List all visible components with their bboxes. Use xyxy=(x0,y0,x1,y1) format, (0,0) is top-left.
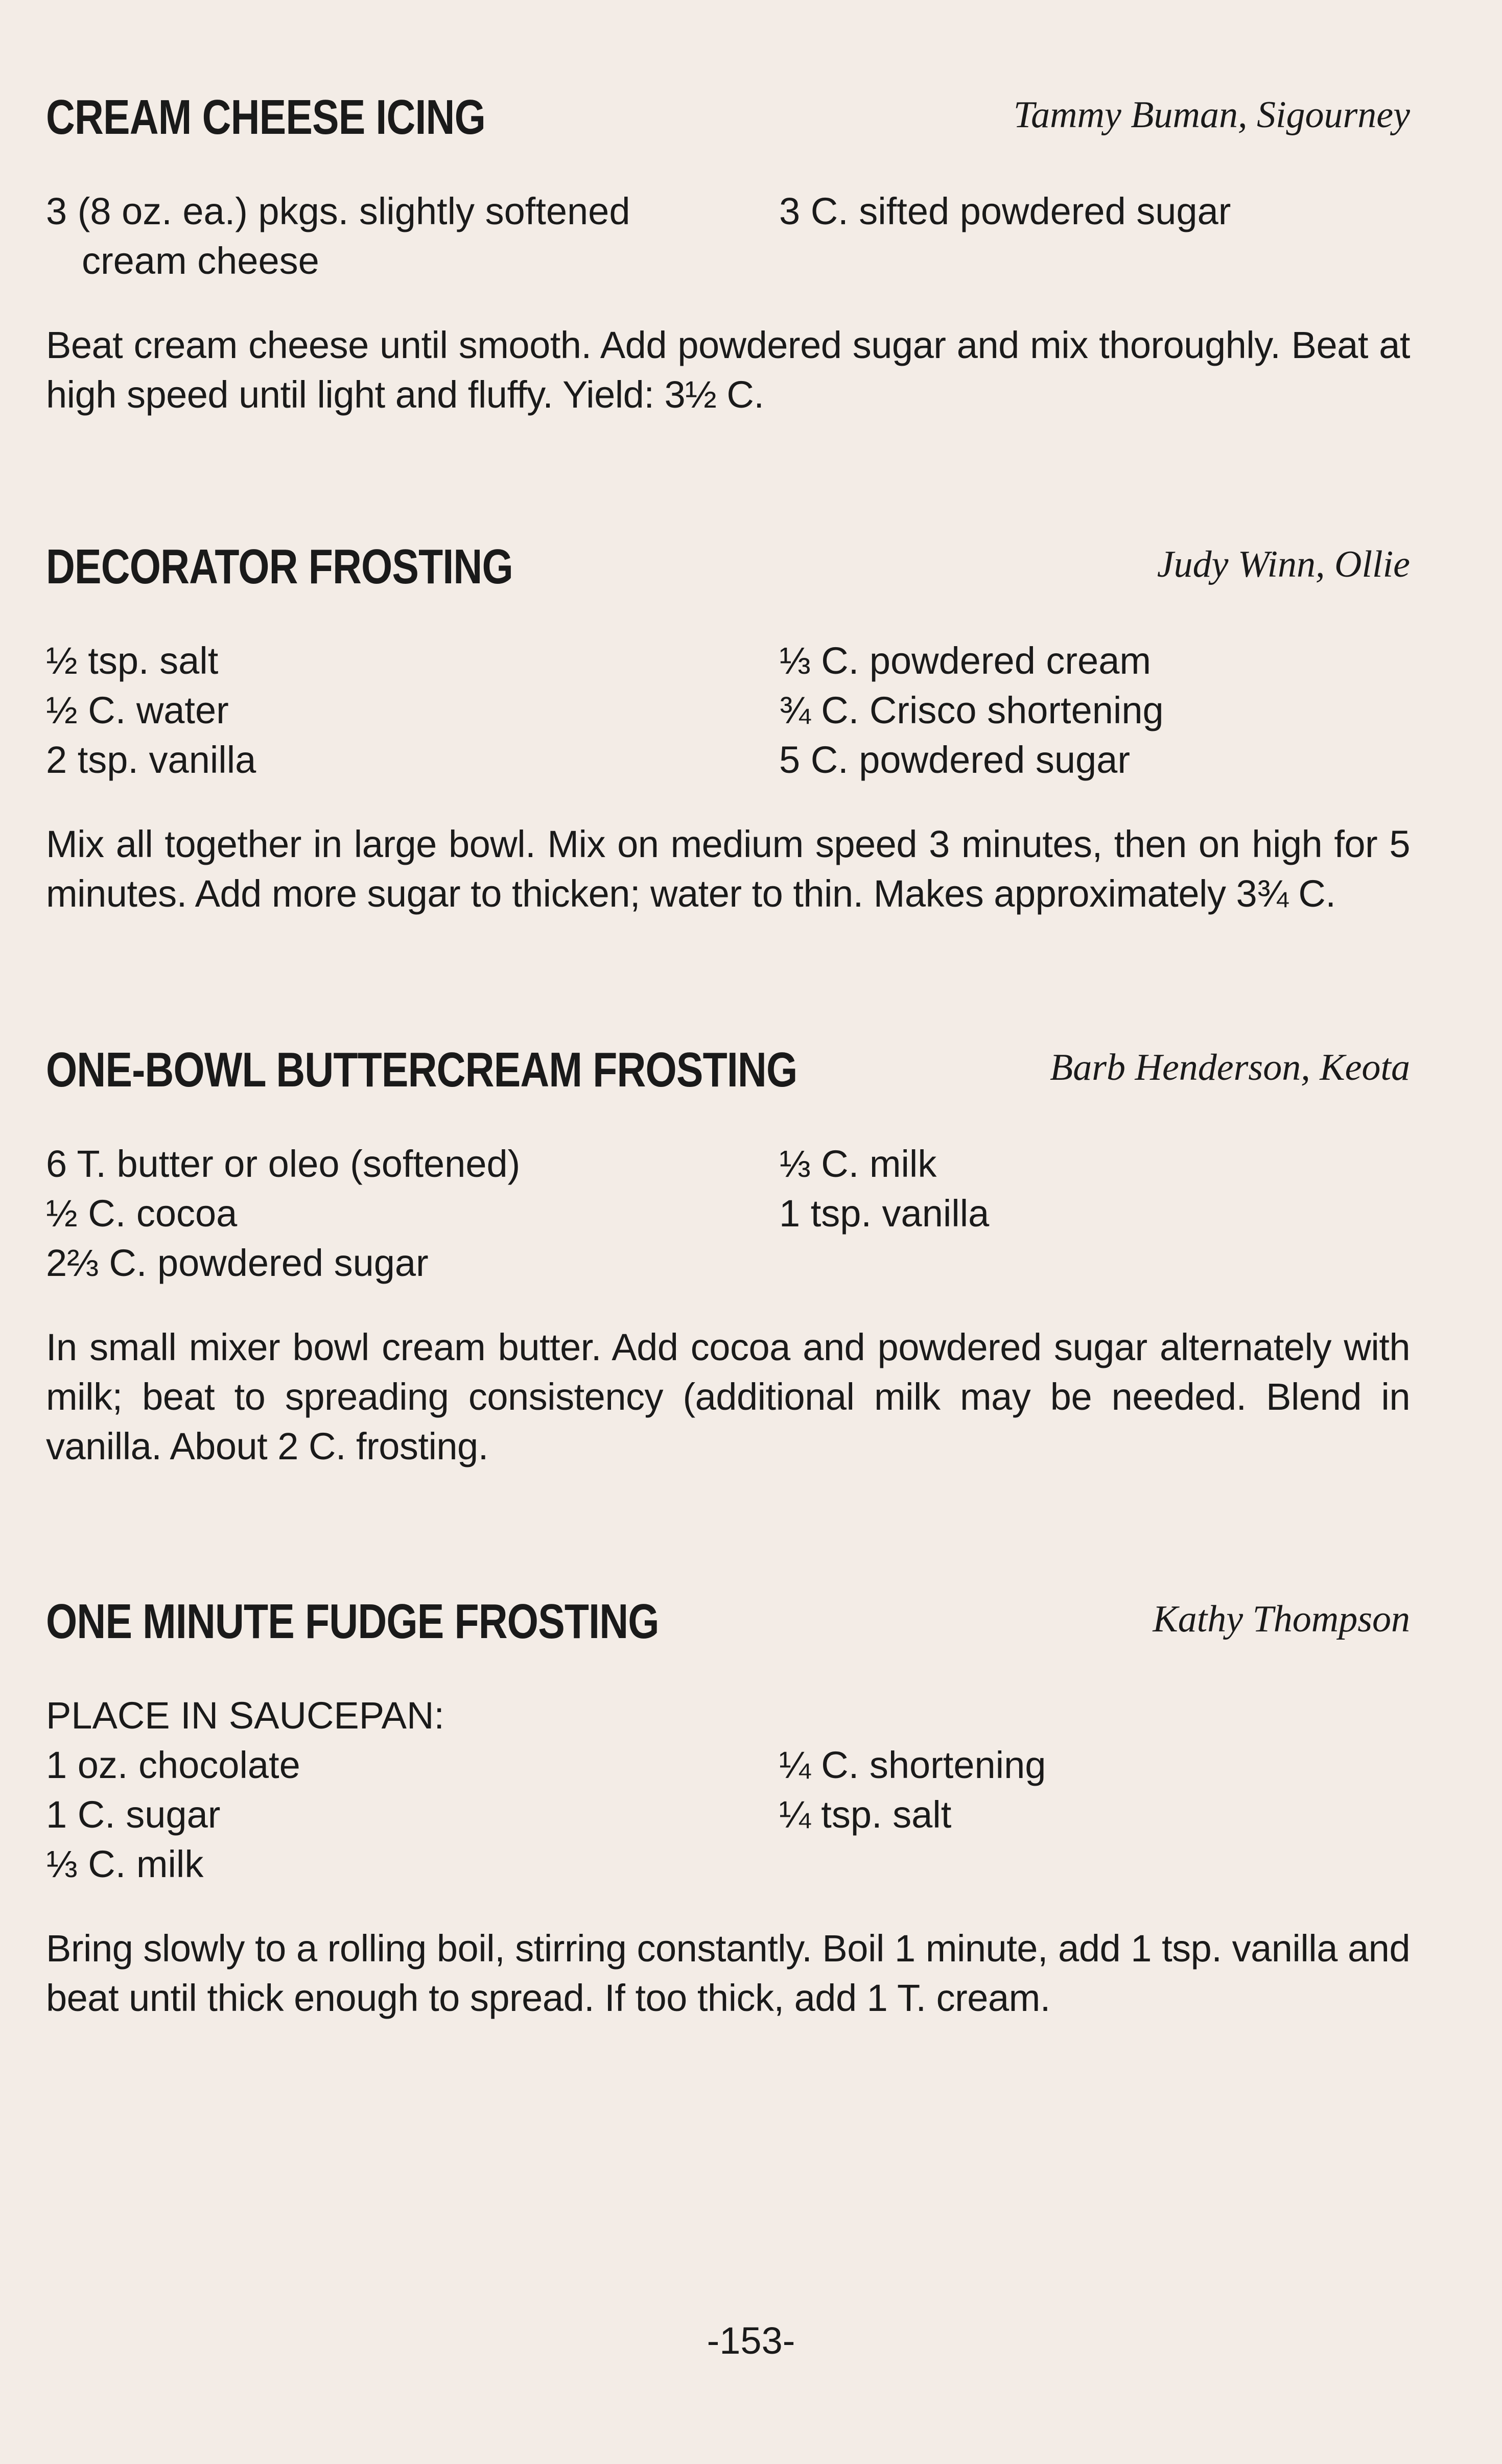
ingredient-line: cream cheese xyxy=(82,240,319,282)
recipe-header xyxy=(46,539,1410,600)
recipe-author: Tammy Buman, Sigourney xyxy=(1013,94,1410,136)
recipe-directions: Mix all together in large bowl. Mix on medium speed 3 minutes, then on high for 5 minutes. Add more sugar to thicken; water to thin. Makes approximately 3¾ C. xyxy=(46,823,1410,915)
recipe-author: Barb Henderson, Keota xyxy=(1050,1047,1410,1088)
ingredients xyxy=(46,636,1410,785)
ingredients-left-column xyxy=(46,186,779,286)
recipe-cream-cheese-icing xyxy=(46,89,1410,419)
ingredients xyxy=(46,186,1410,286)
ingredient-line: 1 tsp. vanilla xyxy=(779,1192,990,1235)
ingredient-line: ½ C. water xyxy=(46,689,229,731)
recipe-header xyxy=(46,89,1410,151)
ingredients-left-column xyxy=(46,1139,779,1288)
recipe-directions: Beat cream cheese until smooth. Add powdered sugar and mix thoroughly. Beat at high speed until light and fluffy. Yield: 3½ C. xyxy=(46,324,1410,416)
ingredients-left-column xyxy=(46,636,779,785)
recipe-directions: Bring slowly to a rolling boil, stirring constantly. Boil 1 minute, add 1 tsp. vanilla and beat until thick enough to spread. If too thick, add 1 T. cream. xyxy=(46,1927,1410,2019)
ingredient-line: 2⅔ C. powdered sugar xyxy=(46,1242,429,1284)
ingredient-line: 1 oz. chocolate xyxy=(46,1744,300,1786)
recipe-directions: In small mixer bowl cream butter. Add cocoa and powdered sugar alternately with milk; beat to spreading consistency (additional milk may be needed. Blend in vanilla. About 2 C. frosting. xyxy=(46,1326,1410,1467)
ingredients xyxy=(46,1691,1410,1889)
recipe-one-minute-fudge-frosting xyxy=(46,1594,1410,2023)
page-number: -153- xyxy=(707,2319,795,2362)
ingredients-columns xyxy=(46,1740,1410,1889)
recipe-title: ONE MINUTE FUDGE FROSTING xyxy=(46,1594,659,1649)
ingredients-right-column xyxy=(779,1740,1410,1889)
ingredients xyxy=(46,1139,1410,1288)
ingredient-line: 3 C. sifted powdered sugar xyxy=(779,190,1231,232)
ingredient-line: ½ C. cocoa xyxy=(46,1192,238,1235)
ingredients-right-column xyxy=(779,186,1410,286)
recipe-header xyxy=(46,1594,1410,1655)
recipe-header xyxy=(46,1042,1410,1103)
ingredient-line: 5 C. powdered sugar xyxy=(779,739,1130,781)
ingredients-right-column xyxy=(779,1139,1410,1288)
ingredient-line: 2 tsp. vanilla xyxy=(46,739,256,781)
ingredient-line: 6 T. butter or oleo (softened) xyxy=(46,1143,521,1185)
ingredients-heading: PLACE IN SAUCEPAN: xyxy=(46,1694,444,1737)
recipe-author: Kathy Thompson xyxy=(1153,1598,1410,1640)
recipe-decorator-frosting xyxy=(46,539,1410,918)
ingredient-line: 1 C. sugar xyxy=(46,1793,221,1836)
ingredients-left-column xyxy=(46,1740,779,1889)
ingredient-line: ¾ C. Crisco shortening xyxy=(779,689,1164,731)
ingredient-line: ¼ tsp. salt xyxy=(779,1793,952,1836)
ingredient-line: ½ tsp. salt xyxy=(46,639,219,682)
recipe-title: ONE-BOWL BUTTERCREAM FROSTING xyxy=(46,1043,797,1097)
recipe-one-bowl-buttercream-frosting xyxy=(46,1042,1410,1471)
ingredient-line: ⅓ C. powdered cream xyxy=(779,639,1152,682)
recipe-title: DECORATOR FROSTING xyxy=(46,539,513,594)
ingredients-right-column xyxy=(779,636,1410,785)
ingredient-line: 3 (8 oz. ea.) pkgs. slightly softened xyxy=(46,190,630,232)
ingredient-line: ⅓ C. milk xyxy=(779,1143,937,1185)
recipe-author: Judy Winn, Ollie xyxy=(1157,543,1410,585)
ingredient-line: ⅓ C. milk xyxy=(46,1843,204,1885)
recipe-title: CREAM CHEESE ICING xyxy=(46,90,486,145)
ingredient-line: ¼ C. shortening xyxy=(779,1744,1046,1786)
